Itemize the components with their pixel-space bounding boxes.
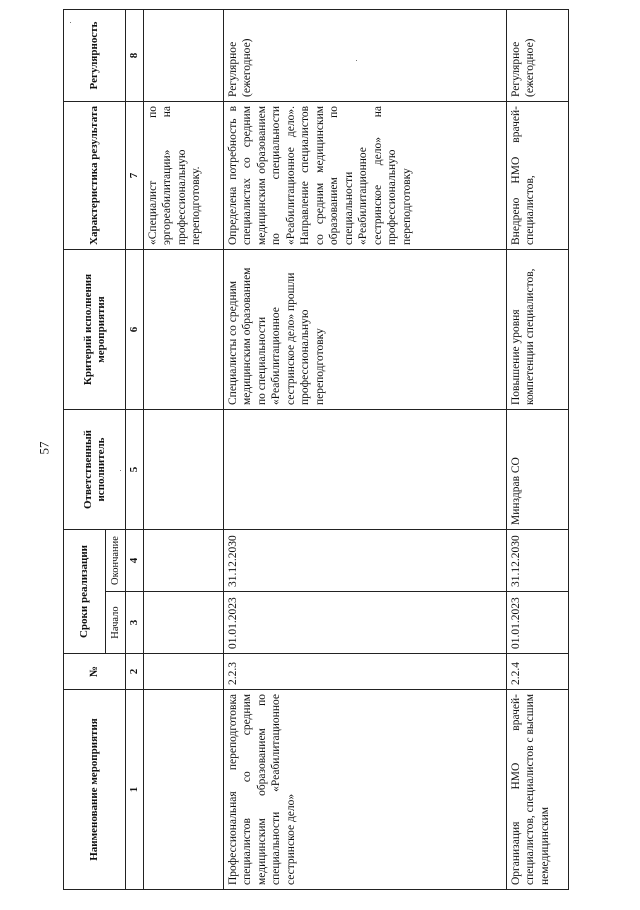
header-end: Окончание bbox=[106, 530, 126, 592]
row0-start bbox=[143, 592, 223, 654]
scan-speck bbox=[356, 60, 357, 61]
colnum-6: 6 bbox=[126, 250, 144, 410]
colnum-7: 7 bbox=[126, 102, 144, 250]
colnum-5: 5 bbox=[126, 410, 144, 530]
row0-end bbox=[143, 530, 223, 592]
row2-num: 2.2.4 bbox=[506, 654, 568, 690]
row1-num: 2.2.3 bbox=[223, 654, 506, 690]
colnum-3: 3 bbox=[126, 592, 144, 654]
row0-num bbox=[143, 654, 223, 690]
scan-speck bbox=[120, 470, 121, 471]
row1-name: Профессиональная переподготовка специалистов со средним медицинским образованием по специальности «Реабилитационное сестринское дело» bbox=[223, 690, 506, 890]
row2-start: 01.01.2023 bbox=[506, 592, 568, 654]
page-number: 57 bbox=[36, 441, 52, 455]
activities-table bbox=[63, 9, 569, 890]
row1-responsible bbox=[223, 410, 506, 530]
table-row bbox=[223, 10, 506, 890]
header-number: № bbox=[64, 654, 126, 690]
row0-result: «Специалист по эргореабилитации» на профессиональную переподготовку. bbox=[143, 102, 223, 250]
row2-end: 31.12.2030 bbox=[506, 530, 568, 592]
row1-criterion: Специалисты со средним медицинским образованием по специальности «Реабилитационное сестринское дело» прошли профессиональную переподготовку bbox=[223, 250, 506, 410]
header-activity-name: Наименование мероприятия bbox=[64, 690, 126, 890]
colnum-8: 8 bbox=[126, 10, 144, 102]
row2-name: Организация НМО врачей-специалистов, специалистов с высшим немедицинским bbox=[506, 690, 568, 890]
row1-regularity: Регулярное (ежегодное) bbox=[223, 10, 506, 102]
row0-regularity bbox=[143, 10, 223, 102]
row2-responsible: Минздрав СО bbox=[506, 410, 568, 530]
header-criterion: Критерий исполнения мероприятия bbox=[64, 250, 126, 410]
header-result: Характеристика результата bbox=[64, 102, 126, 250]
row2-result: Внедрено НМО врачей-специалистов, bbox=[506, 102, 568, 250]
header-regularity: Регулярность bbox=[64, 10, 126, 102]
colnum-2: 2 bbox=[126, 654, 144, 690]
table-row bbox=[506, 10, 568, 890]
row2-regularity: Регулярное (ежегодное) bbox=[506, 10, 568, 102]
rotated-table-container bbox=[63, 10, 638, 890]
row0-name bbox=[143, 690, 223, 890]
scan-speck bbox=[70, 22, 71, 23]
row2-criterion: Повышение уровня компетенции специалистов, bbox=[506, 250, 568, 410]
header-start: Начало bbox=[106, 592, 126, 654]
header-timeline: Сроки реализации bbox=[64, 530, 106, 654]
header-responsible: Ответственный исполнитель bbox=[64, 410, 126, 530]
row0-criterion bbox=[143, 250, 223, 410]
row1-result: Определена потребность в специалистах со средним медицинским образованием по специальности «Реабилитационное дело». Направление специалистов со средним медицинским образованием по специальности «Реабилитационное сестринское дело» на профессиональную переподготовку bbox=[223, 102, 506, 250]
colnum-4: 4 bbox=[126, 530, 144, 592]
row1-end: 31.12.2030 bbox=[223, 530, 506, 592]
row1-start: 01.01.2023 bbox=[223, 592, 506, 654]
row0-responsible bbox=[143, 410, 223, 530]
table-row bbox=[143, 10, 223, 890]
colnum-1: 1 bbox=[126, 690, 144, 890]
